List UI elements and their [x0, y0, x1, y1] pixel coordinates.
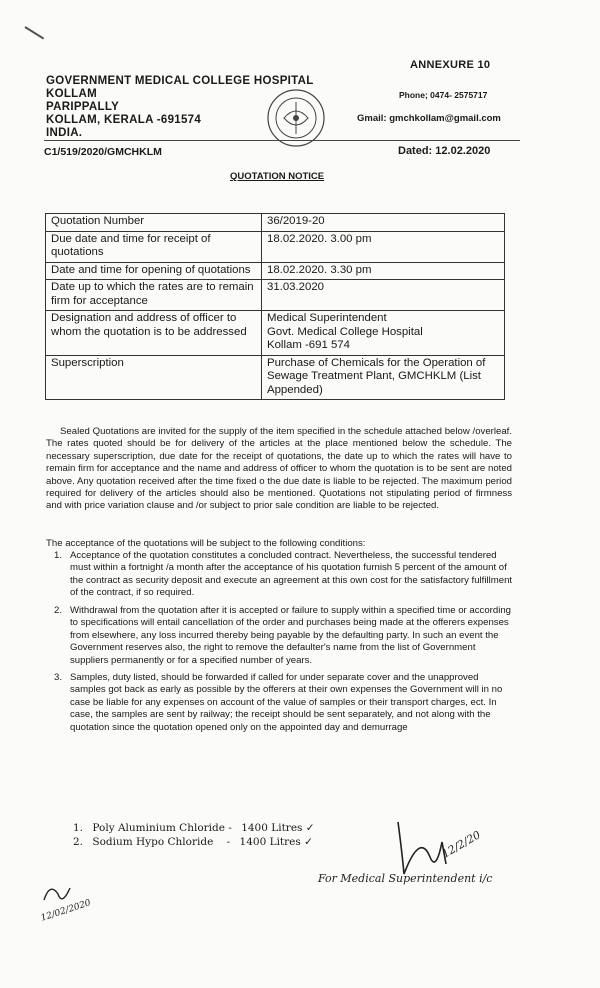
table-label: Date up to which the rates are to remain firm for acceptance [46, 280, 262, 311]
item-number: 2. [73, 836, 84, 848]
table-label: Due date and time for receipt of quotations [46, 231, 262, 262]
intro-paragraph: Sealed Quotations are invited for the supply of the item specified in the schedule attached below /overleaf. The rates quoted should be for delivery of the articles at the place mentioned below the schedule. The necessary superscription, due date for the receipt of quotations, the date up to which the rates will have to remain firm for acceptance and the name and address of officer to whom the quotation is to be sent are noted above. Any quotation received after the time fixed o the due date is liable to be rejected. The maximum period required for delivery of the articles should also be mentioned. Quotations not stipulating period of firmness and with price variation clause and /or subject to prior sale condition are liable to be rejected. [46, 426, 512, 512]
table-value: 31.03.2020 [262, 280, 505, 311]
check-icon: ✓ [304, 836, 313, 848]
condition-text: Samples, duty listed, should be forwarded if called for under separate cover and the unapproved samples got back as early as possible by the offerers at their own expenses the Government will in no case be liable for any expenses on account of the value of samples or their transport charges, ect. In case, the samples are sent by railway; the receipt should be sent separately, and not along with the quotation since the quotation opened only on the appointed day and demurrage [70, 672, 503, 733]
table-row [46, 280, 505, 311]
table-row [46, 262, 505, 280]
officer-address-1: Govt. Medical College Hospital [267, 325, 423, 338]
condition-item [54, 672, 515, 734]
signature-date: 12/2/20 [439, 828, 483, 861]
condition-text: Withdrawal from the quotation after it is accepted or failure to supply within a specified time or according to specifications will entail cancellation of the order and purchases being made at the offerers expenses from elsewhere, any loss incurred thereby being payable by the defaulting party. In such an event the Government reserves also, the right to remove the defaulter's name from the list of Government suppliers permanently or for a specified number of years. [70, 605, 511, 666]
officer-designation: Medical Superintendent [267, 312, 387, 324]
table-label: Superscription [46, 355, 262, 400]
table-row [46, 214, 505, 232]
institution-line-2: KOLLAM [46, 88, 97, 100]
officer-address-2: Kollam -691 574 [267, 339, 350, 351]
college-seal-icon [266, 88, 326, 148]
schedule-item [73, 836, 313, 848]
table-value: 18.02.2020. 3.00 pm [262, 231, 505, 262]
quotation-details-table [45, 213, 505, 400]
table-row [46, 355, 505, 400]
email-address: Gmail: gmchkollam@gmail.com [357, 113, 501, 124]
check-icon: ✓ [305, 822, 315, 834]
conditions-heading: The acceptance of the quotations will be subject to the following conditions: [46, 538, 366, 549]
table-value: Purchase of Chemicals for the Operation of Sewage Treatment Plant, GMCHKLM (List Appended) [262, 355, 505, 400]
dated: Dated: 12.02.2020 [398, 145, 491, 157]
for-medical-superintendent: For Medical Superintendent i/c [318, 872, 493, 885]
condition-item [54, 605, 515, 667]
institution-line-1: GOVERNMENT MEDICAL COLLEGE HOSPITAL [46, 75, 314, 87]
item-quantity: 1400 Litres [239, 836, 301, 848]
item-quantity: 1400 Litres [241, 822, 303, 834]
reference-number: C1/519/2020/GMCHKLM [44, 146, 162, 158]
item-name: Poly Aluminium Chloride - [92, 822, 232, 834]
table-value: 18.02.2020. 3.30 pm [262, 262, 505, 280]
table-value [262, 311, 505, 356]
condition-text: Acceptance of the quotation constitutes a concluded contract. Nevertheless, the successful tendered must within a fortnight /a month after the acceptance of his quotation furnish 5 percent of the amount of the contract as security deposit and execute an agreement at this own cost for the satisfactory fulfillment of the contract, if so required. [70, 550, 513, 599]
annexure-label: ANNEXURE 10 [410, 59, 491, 71]
condition-item [54, 550, 515, 600]
notice-title: QUOTATION NOTICE [230, 171, 325, 182]
table-label: Designation and address of officer to whom the quotation is to be addressed [46, 311, 262, 356]
institution-line-4: KOLLAM, KERALA -691574 [46, 114, 202, 126]
item-name: Sodium Hypo Chloride - [92, 836, 231, 848]
condition-number: 1. [54, 550, 63, 561]
scan-mark [24, 26, 44, 39]
header-divider [44, 140, 520, 141]
phone-number: Phone; 0474- 2575717 [399, 90, 488, 100]
condition-number: 2. [54, 605, 63, 616]
table-row [46, 311, 505, 356]
table-label: Quotation Number [46, 214, 262, 232]
table-value: 36/2019-20 [262, 214, 505, 232]
table-label: Date and time for opening of quotations [46, 262, 262, 280]
table-row [46, 231, 505, 262]
institution-line-5: INDIA. [46, 127, 83, 139]
schedule-item [73, 822, 315, 834]
institution-line-3: PARIPPALLY [46, 101, 120, 113]
condition-number: 3. [54, 672, 63, 683]
item-number: 1. [73, 822, 84, 834]
initials-date: 12/02/2020 [39, 898, 93, 924]
